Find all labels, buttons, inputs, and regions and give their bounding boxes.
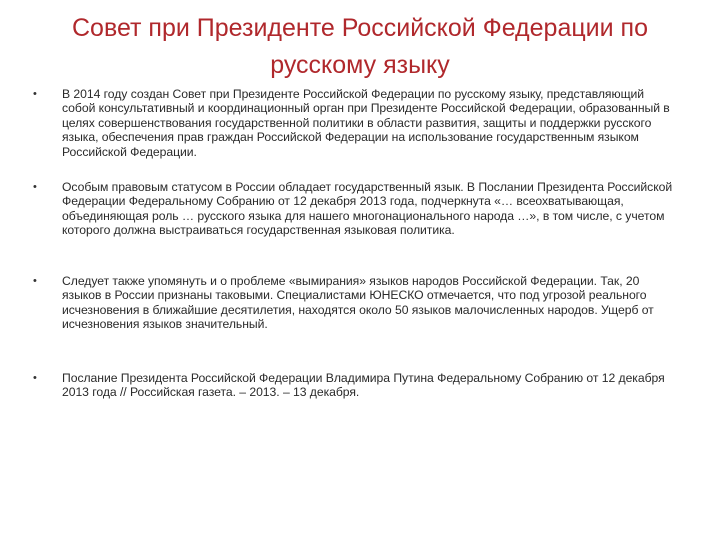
- bullet-marker: •: [33, 88, 37, 100]
- slide-title: Совет при Президенте Российской Федерации по русскому языку: [72, 14, 648, 79]
- bullet-marker: •: [33, 181, 37, 193]
- bullet-text: В 2014 году создан Совет при Президенте Российской Федерации по русскому языку, представляющий собой консультативный и координационный орган при Президенте Российской Федерации, образованный в целях совершенствования государственной политики в области развития, защиты и поддержки русского языка, обеспечения прав граждан Российской Федерации на использование государственным языком Российской Федерации.: [62, 87, 670, 159]
- bullet-text: Послание Президента Российской Федерации Владимира Путина Федеральному Собранию от 12 декабря 2013 года // Российская газета. – 2013. – 13 декабря.: [62, 371, 665, 400]
- bullet-marker: •: [33, 372, 37, 384]
- bullet-marker: •: [33, 275, 37, 287]
- bullet-text: Следует также упомянуть и о проблеме «вымирания» языков народов Российской Федерации. Так, 20 языков в России признаны таковыми. Специалистами ЮНЕСКО отмечается, что под угрозой реального исчезновения в ближайшие десятилетия, находятся около 50 языков малочисленных народов. Ущерб от исчезновения языков значительный.: [62, 274, 654, 332]
- bullet-text: Особым правовым статусом в России обладает государственный язык. В Послании Президента Российской Федерации Федеральному Собранию от 12 декабря 2013 года, подчеркнута «… всеохватывающая, объединяющая роль … русского языка для нашего многонационального народа …», в том числе, с учетом которого должна выстраиваться государственная языковая политика.: [62, 180, 673, 238]
